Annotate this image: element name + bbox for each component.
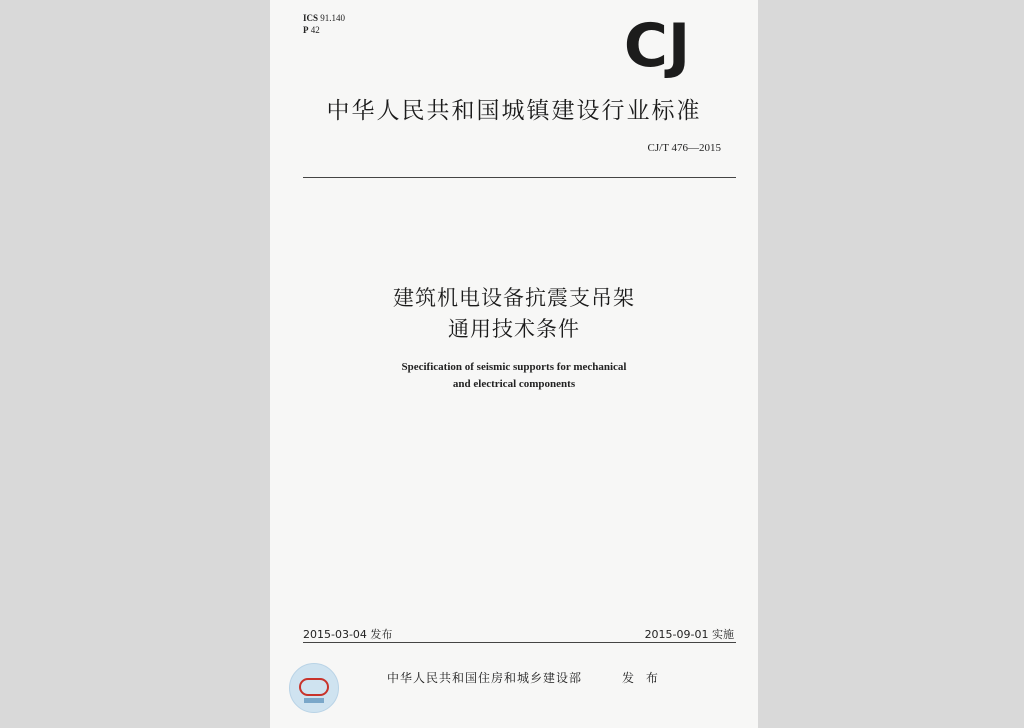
ics-label: ICS [303, 13, 319, 23]
ccs-code: 42 [310, 25, 320, 35]
title-en-line2: and electrical components [452, 378, 576, 390]
bottom-divider [303, 642, 736, 643]
effective-date: 2015-09-01 实施 [644, 628, 734, 641]
top-divider [303, 177, 736, 178]
seal-emblem [299, 678, 329, 696]
standard-code: CJ/T 476—2015 [647, 142, 721, 154]
cj-logo: CJ [605, 18, 709, 74]
publisher-seal-icon [289, 663, 339, 713]
issue-date: 2015-03-04 发布 [303, 628, 393, 641]
standard-category-title: 中华人民共和国城镇建设行业标准 [326, 98, 702, 124]
publish-label: 发 布 [622, 671, 662, 685]
seal-bar [304, 698, 324, 703]
ics-code: 91.140 [320, 13, 346, 23]
title-en-line1: Specification of seismic supports for mechanical [401, 361, 627, 373]
document-cover [270, 0, 758, 728]
ccs-label: P [303, 25, 309, 35]
title-cn-line2: 通用技术条件 [448, 317, 580, 341]
title-cn-line1: 建筑机电设备抗震支吊架 [393, 286, 635, 310]
classification-codes [303, 12, 345, 36]
publisher-name: 中华人民共和国住房和城乡建设部 [387, 671, 583, 685]
